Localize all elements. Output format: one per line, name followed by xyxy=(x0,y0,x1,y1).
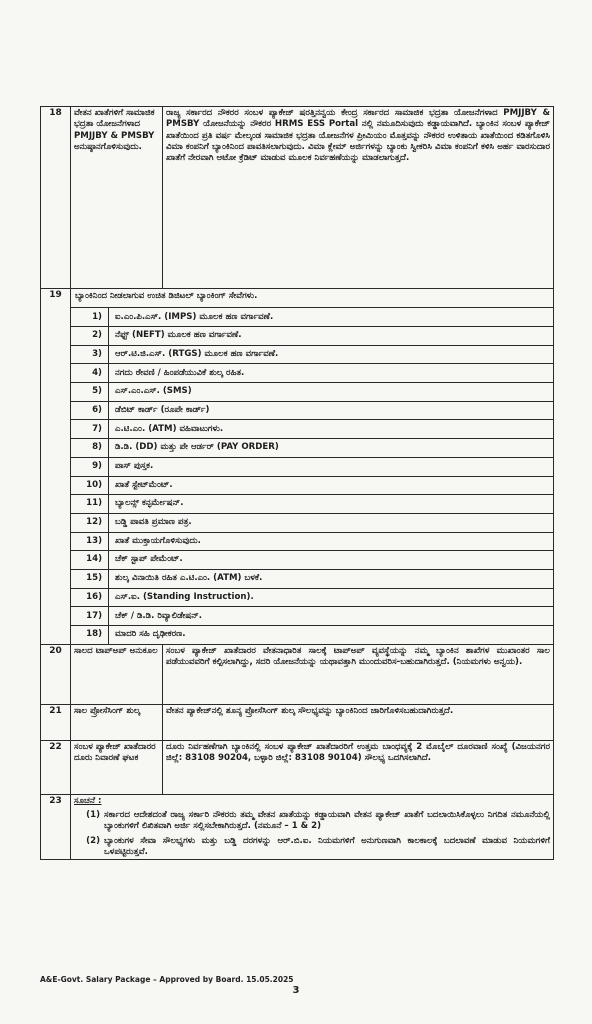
table-row-18 xyxy=(41,107,554,289)
list-item-number: 11) xyxy=(71,495,109,513)
list-item-number: 12) xyxy=(71,514,109,532)
table-row-21 xyxy=(41,704,554,740)
list-item xyxy=(71,326,553,345)
row-description: ರಾಜ್ಯ ಸರ್ಕಾರದ ನೌಕರರ ಸಂಬಳ ಪ್ಯಾಕೇಜ್ ಷರತ್ತಿನನ್ವಯ ಕೇಂದ್ರ ಸರ್ಕಾರದ ಸಾಮಾಜಿಕ ಭದ್ರತಾ ಯೋಜನೆಗಳಾದ PMJJBY & PMSBY ಯೋಜನೆಯನ್ನು ನೌಕರರ HRMS ESS Portal ನಲ್ಲಿ ನಮೂದಿಸುವುದು ಕಡ್ಡಾಯವಾಗಿದೆ. ಬ್ಯಾಂಕಿನ ಸಂಬಳ ಪ್ಯಾಕೇಜ್ ಖಾತೆಯಿಂದ ಪ್ರತಿ ವರ್ಷ ಮೇಲ್ಕಂಡ ಸಾಮಾಜಿಕ ಭದ್ರತಾ ಯೋಜನೆಗಳ ಪ್ರೀಮಿಯಂ ಮೊತ್ತವನ್ನು ನೌಕರರ ಉಳಿತಾಯ ಖಾತೆಯಿಂದ ಕಡಿತಗೊಳಿಸಿ ವಿಮಾ ಕಂಪನಿಗೆ ಬ್ಯಾಂಕಿನಿಂದ ಪಾವತಿಸಲಾಗುವುದು. ವಿಮಾ ಕ್ಲೇಮ್ ಅರ್ಜಿಗಳನ್ನು ಬ್ಯಾಂಕು ಸ್ವೀಕರಿಸಿ ವಿಮಾ ಕಂಪನಿಗೆ ಕಳಿಸಿ ಅರ್ಹ ವಾರಸುದಾರ ಖಾತೆಗೆ ನೇರವಾಗಿ ಆಟೋ ಕ್ರೆಡಿಟ್ ಮಾಡುವ ಮೂಲಕ ನಿರ್ವಹಣೆಯನ್ನು ಮಾಡಲಾಗುತ್ತದೆ. xyxy=(163,107,554,289)
list-item-text: ಐ.ಎಂ.ಪಿ.ಎಸ್. (IMPS) ಮೂಲಕ ಹಣ ವರ್ಗಾವಣೆ. xyxy=(115,311,274,322)
list-item xyxy=(71,307,553,326)
note-item xyxy=(74,836,550,859)
list-item-number: 5) xyxy=(71,383,109,401)
notes-heading: ಸೂಚನೆ : xyxy=(74,795,102,806)
list-item-number: 7) xyxy=(71,420,109,438)
list-item xyxy=(71,569,553,588)
list-item-text: ಶುಲ್ಕ ವಿನಾಯಿತಿ ರಹಿತ ಎ.ಟಿ.ಎಂ. (ATM) ಬಳಕೆ. xyxy=(115,573,263,584)
row-number: 20 xyxy=(41,644,71,704)
list-item xyxy=(71,363,553,382)
list-item-number: 14) xyxy=(71,551,109,569)
note-text: ಬ್ಯಾಂಕುಗಳ ಸೇವಾ ಸೌಲಭ್ಯಗಳು ಮತ್ತು ಬಡ್ಡಿ ದರಗಳನ್ನು ಆರ್.ಬಿ.ಐ. ನಿಯಮಗಳಿಗೆ ಅನುಗುಣವಾಗಿ ಕಾಲಕಾಲಕ್ಕೆ ಬದಲಾವಣೆ ಮಾಡುವ ನಿಯಮಗಳಿಗೆ ಒಳಪಟ್ಟಿರುತ್ತವೆ. xyxy=(104,835,550,858)
row-description: ವೇತನ ಪ್ಯಾಕೇಜ್‌ನಲ್ಲಿ ಶೂನ್ಯ ಪ್ರೋಸೆಸಿಂಗ್ ಶುಲ್ಕ ಸೌಲಭ್ಯವನ್ನು ಬ್ಯಾಂಕಿನಿಂದ ಜಾರಿಗೊಳಿಸಬಹುದಾಗಿರುತ್ತದೆ. xyxy=(163,704,554,740)
list-item-text: ಎ.ಟಿ.ಎಂ. (ATM) ವಹಿವಾಟುಗಳು. xyxy=(115,423,224,434)
list-item-text: ಬ್ಯಾಲನ್ಸ್ ಕನ್ಫರ್ಮೇಷನ್. xyxy=(115,498,184,509)
note-number: (1) xyxy=(86,810,100,821)
list-item xyxy=(71,513,553,532)
list-item-number: 15) xyxy=(71,570,109,588)
table-row-23 xyxy=(41,794,554,860)
row-title: ವೇತನ ಖಾತೆಗಳಿಗೆ ಸಾಮಾಜಿಕ ಭದ್ರತಾ ಯೋಜನೆಗಳಾದ PMJJBY & PMSBY ಅನುಷ್ಠಾನಗೊಳಿಸುವುದು. xyxy=(71,107,163,289)
notes-list xyxy=(74,810,550,858)
list-item-text: ಚೆಕ್ ಸ್ಟಾಪ್ ಪೇಮೆಂಟ್. xyxy=(115,554,183,565)
table-row-20 xyxy=(41,644,554,704)
list-item-number: 13) xyxy=(71,533,109,551)
list-item xyxy=(71,550,553,569)
list-item-number: 8) xyxy=(71,439,109,457)
row-title: ಸಾಲ ಪ್ರೋಸೆಸಿಂಗ್ ಶುಲ್ಕ xyxy=(71,704,163,740)
list-item-text: ಡೆಬಿಟ್ ಕಾರ್ಡ್ (ರೂಪೇ ಕಾರ್ಡ್) xyxy=(115,404,210,415)
terms-table xyxy=(40,106,554,860)
list-item-text: ಪಾಸ್ ಪುಸ್ತಕ. xyxy=(115,461,154,472)
row-number: 23 xyxy=(41,794,71,860)
list-item-number: 6) xyxy=(71,402,109,420)
list-item xyxy=(71,476,553,495)
list-item-text: ಆರ್.ಟಿ.ಜಿ.ಎಸ್. (RTGS) ಮೂಲಕ ಹಣ ವರ್ಗಾವಣೆ. xyxy=(115,348,279,359)
row-description: ದೂರು ನಿರ್ವಹಣೆಗಾಗಿ ಬ್ಯಾಂಕಿನಲ್ಲಿ ಸಂಬಳ ಪ್ಯಾಕೇಜ್ ಖಾತೆದಾರರಿಗೆ ಉತ್ತಮ ಬಾಂಧವ್ಯಕ್ಕೆ 2 ಮೊಬೈಲ್ ದೂರವಾಣಿ ಸಂಖ್ಯೆ (ವಿಜಯನಗರ ಜಿಲ್ಲೆ: 83108 90204, ಬಳ್ಳಾರಿ ಜಿಲ್ಲೆ: 83108 90104) ಸೌಲಭ್ಯ ಒದಗಿಸಲಾಗಿದೆ. xyxy=(163,740,554,794)
row-description: ಸಂಬಳ ಪ್ಯಾಕೇಜ್ ಖಾತೆದಾರರ ವೇತನಾಧಾರಿತ ಸಾಲಕ್ಕೆ ಟಾಪ್‌ಅಪ್ ವ್ಯವಸ್ಥೆಯನ್ನು ನಮ್ಮ ಬ್ಯಾಂಕಿನ ಶಾಖೆಗಳ ಮುಖಾಂತರ ಸಾಲ ಪಡೆಯುವವರಿಗೆ ಕಲ್ಪಿಸಲಾಗಿದ್ದು, ಸದರಿ ಯೋಜನೆಯನ್ನು ಯಥಾವತ್ತಾಗಿ ಮುಂದುವರಿಸ-ಬಹುದಾಗಿರುತ್ತದೆ. (ನಿಯಮಗಳು ಅನ್ವಯ). xyxy=(163,644,554,704)
list-item-number: 3) xyxy=(71,346,109,364)
list-item xyxy=(71,382,553,401)
row-number: 18 xyxy=(41,107,71,289)
list-item-number: 10) xyxy=(71,477,109,495)
list-item xyxy=(71,625,553,644)
list-item-text: ಡಿ.ಡಿ. (DD) ಮತ್ತು ಪೇ ಆರ್ಡರ್ (PAY ORDER) xyxy=(115,442,279,453)
list-item xyxy=(71,457,553,476)
table-row-22 xyxy=(41,740,554,794)
list-item xyxy=(71,438,553,457)
list-item xyxy=(71,419,553,438)
list-item xyxy=(71,345,553,364)
footer-text: A&E-Govt. Salary Package – Approved by Board. 15.05.2025 xyxy=(40,975,294,984)
list-item-text: ಮಾದರಿ ಸಹಿ ದೃಢೀಕರಣ. xyxy=(115,629,186,640)
list-item-number: 16) xyxy=(71,589,109,607)
row-number: 22 xyxy=(41,740,71,794)
list-item xyxy=(71,532,553,551)
note-text: ಸರ್ಕಾರದ ಆದೇಶದಂತೆ ರಾಜ್ಯ ಸರ್ಕಾರಿ ನೌಕರರು ತಮ್ಮ ವೇತನ ಖಾತೆಯನ್ನು ಕಡ್ಡಾಯವಾಗಿ ವೇತನ ಪ್ಯಾಕೇಜ್ ಖಾತೆಗೆ ಬದಲಾಯಿಸಿಕೊಳ್ಳಲು ನಿಗದಿತ ನಮೂನೆಯಲ್ಲಿ ಬ್ಯಾಂಕುಗಳಿಗೆ ಲಿಖಿತವಾಗಿ ಅರ್ಜಿ ಸಲ್ಲಿಸಬೇಕಾಗಿರುತ್ತದೆ. (ನಮೂನೆ – 1 & 2) xyxy=(104,810,550,832)
list-item-number: 2) xyxy=(71,327,109,345)
services-heading: ಬ್ಯಾಂಕಿನಿಂದ ನೀಡಲಾಗುವ ಉಚಿತ ಡಿಜಿಟಲ್ ಬ್ಯಾಂಕಿಂಗ್ ಸೇವೆಗಳು. xyxy=(75,291,258,301)
note-number: (2) xyxy=(86,835,100,846)
notes-cell xyxy=(71,794,554,860)
list-item xyxy=(71,401,553,420)
list-item-text: ಖಾತೆ ಸ್ಟೇಟ್‌ಮೆಂಟ್. xyxy=(115,479,173,490)
row-number: 21 xyxy=(41,704,71,740)
list-item-number: 4) xyxy=(71,364,109,382)
list-item-number: 9) xyxy=(71,458,109,476)
note-item xyxy=(74,810,550,833)
list-item xyxy=(71,494,553,513)
list-item-text: ಎಸ್.ಎಂ.ಎಸ್. (SMS) xyxy=(115,386,192,397)
list-item xyxy=(71,606,553,625)
row-title: ಸಂಬಳ ಪ್ಯಾಕೇಜ್ ಖಾತೆದಾರರ ದೂರು ನಿವಾರಣೆ ಘಟಕ xyxy=(71,740,163,794)
list-item-text: ಬಡ್ಡಿ ಪಾವತಿ ಪ್ರಮಾಣ ಪತ್ರ. xyxy=(115,517,192,528)
services-cell xyxy=(71,289,554,645)
table-row-19 xyxy=(41,289,554,645)
list-item-text: ಚೆಕ್ / ಡಿ.ಡಿ. ರಿವ್ಯಾಲಿಡೇಷನ್. xyxy=(115,610,203,621)
list-item-text: ನಗದು ಠೇವಣಿ / ಹಿಂಪಡೆಯುವಿಕೆ ಶುಲ್ಕ ರಹಿತ. xyxy=(115,367,245,378)
row-title: ಸಾಲದ ಟಾಪ್‌ಅಪ್ ಅನುಕೂಲ xyxy=(71,644,163,704)
list-item-number: 17) xyxy=(71,607,109,625)
row-number: 19 xyxy=(41,289,71,645)
list-item-number: 18) xyxy=(71,626,109,644)
list-item-text: ಎಸ್.ಐ. (Standing Instruction). xyxy=(115,591,254,602)
list-item-number: 1) xyxy=(71,308,109,326)
services-list xyxy=(71,307,553,643)
list-item-text: ಖಾತೆ ಮುಕ್ತಾಯಗೊಳಿಸುವುದು. xyxy=(115,535,201,546)
page-number: 3 xyxy=(292,985,300,996)
list-item-text: ನೆಫ್ಟ್ (NEFT) ಮೂಲಕ ಹಣ ವರ್ಗಾವಣೆ. xyxy=(115,330,242,341)
list-item xyxy=(71,588,553,607)
